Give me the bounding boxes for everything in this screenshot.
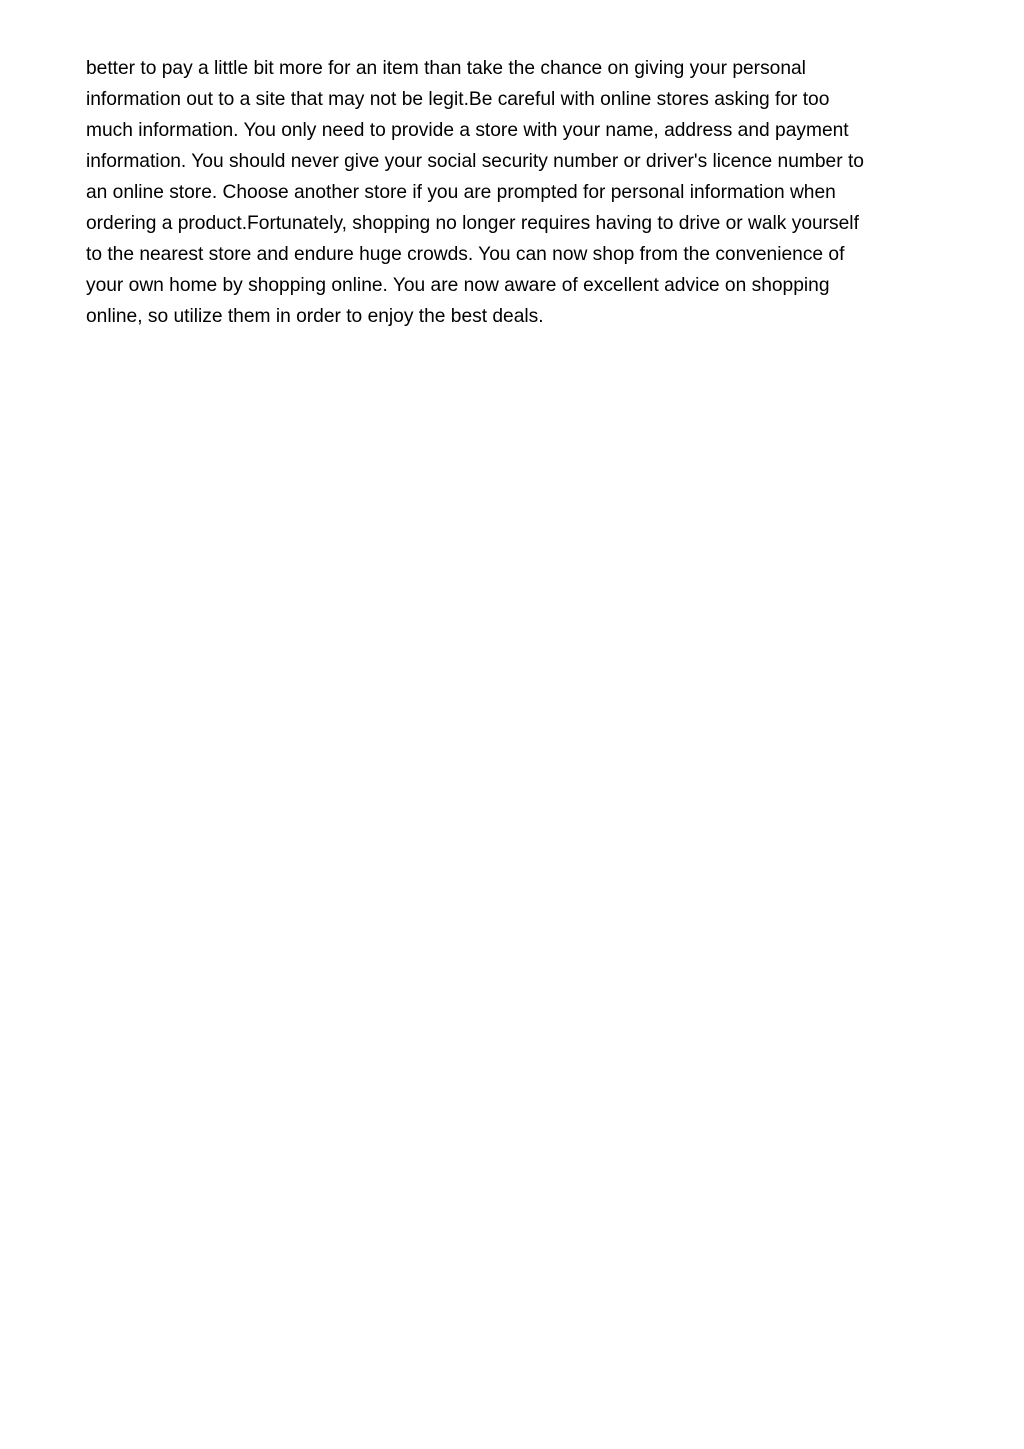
paragraph-line: information. You should never give your social security number or driver's licence number to [86,151,864,172]
paragraph-line: information out to a site that may not be legit.Be careful with online stores asking for too [86,89,830,110]
paragraph-line: your own home by shopping online. You are now aware of excellent advice on shopping [86,275,830,296]
body-paragraph [86,53,936,332]
paragraph-line: ordering a product.Fortunately, shopping no longer requires having to drive or walk yourself [86,213,859,234]
paragraph-line: better to pay a little bit more for an item than take the chance on giving your personal [86,58,806,79]
paragraph-line: much information. You only need to provide a store with your name, address and payment [86,120,849,141]
paragraph-line: an online store. Choose another store if you are prompted for personal information when [86,182,836,203]
paragraph-line: to the nearest store and endure huge crowds. You can now shop from the convenience of [86,244,845,265]
paragraph-line: online, so utilize them in order to enjoy the best deals. [86,306,544,327]
